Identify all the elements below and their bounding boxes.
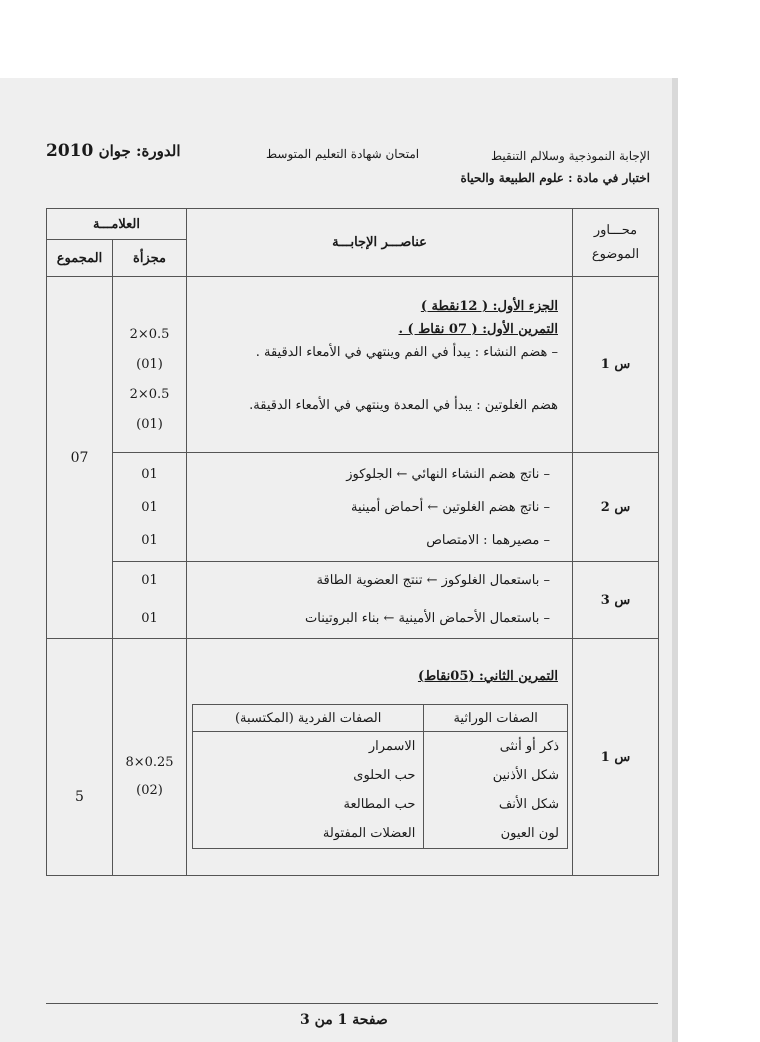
partial-header: مجزأة [113, 240, 187, 277]
traits-col-inherited: الصفات الوراثية [424, 705, 568, 732]
mark-value: 01 [141, 573, 158, 588]
session-month: جوان [98, 142, 131, 160]
exam-name: امتحان شهادة التعليم المتوسط [266, 147, 420, 161]
inherited-trait: شكل الأذنين [424, 761, 568, 790]
exercise1-title: التمرين الأول: ( 07 نقاط ) . [398, 322, 558, 337]
exercise2-title: التمرين الثاني: (05نقاط) [417, 669, 558, 684]
q2-answers [187, 453, 573, 562]
q3-label: س 3 [573, 562, 659, 639]
mark-value: 8×0.25 [125, 755, 174, 770]
answer-line: هضم الغلوتين : يبدأ في المعدة وينتهي في الأمعاء الدقيقة. [249, 398, 558, 413]
q3-answers [187, 562, 573, 639]
mark-value: (02) [136, 783, 163, 798]
mark-value: 01 [141, 499, 158, 515]
answer-line: – باستعمال الأحماض الأمينية ← بناء البروتينات [305, 611, 550, 626]
answers-header: عناصـــر الإجابـــة [187, 209, 573, 277]
acquired-trait: العضلات المفتولة [193, 819, 424, 849]
answer-line: – مصيرهما : الامتصاص [426, 532, 550, 548]
part2-q-label: س 1 [573, 639, 659, 876]
footer-rule [46, 1003, 658, 1004]
inherited-trait: لون العيون [424, 819, 568, 849]
part2-marks [113, 639, 187, 876]
traits-col-acquired: الصفات الفردية (المكتسبة) [193, 705, 424, 732]
answer-line: – باستعمال الغلوكوز ← تنتج العضوية الطاقة [316, 573, 550, 588]
q1-marks [113, 277, 187, 453]
q2-label: س 2 [573, 453, 659, 562]
session-label: الدورة: [136, 142, 181, 160]
q1-label: س 1 [573, 277, 659, 453]
answer-key-title: الإجابة النموذجية وسلالم التنقيط [491, 149, 650, 163]
part1-title: الجزء الأول: ( 12نقطة ) [420, 299, 558, 314]
marks-header: العلامـــة [47, 209, 187, 240]
part2-total: 5 [47, 639, 113, 876]
q3-marks [113, 562, 187, 639]
acquired-trait: الاسمرار [193, 732, 424, 762]
part1-total: 07 [47, 277, 113, 639]
acquired-trait: حب الحلوى [193, 761, 424, 790]
header-right [460, 145, 650, 189]
mark-value: 01 [141, 532, 158, 548]
answer-line: – هضم النشاء : يبدأ في الفم وينتهي في الأمعاء الدقيقة . [255, 345, 558, 360]
q1-answers [187, 277, 573, 453]
part2-answers [187, 639, 573, 876]
page-edge-shadow [672, 78, 678, 1042]
inherited-trait: شكل الأنف [424, 790, 568, 819]
mark-value: 2×0.5 [129, 386, 170, 402]
mark-value: 2×0.5 [129, 326, 170, 342]
axes-header: محـــاور الموضوع [573, 209, 659, 277]
answer-table [46, 208, 659, 876]
mark-value: 01 [141, 611, 158, 626]
answer-line: – ناتج هضم الغلوتين ← أحماض أمينية [350, 499, 550, 515]
acquired-trait: حب المطالعة [193, 790, 424, 819]
mark-value: 01 [141, 466, 158, 482]
inherited-trait: ذكر أو أنثى [424, 732, 568, 762]
total-header: المجموع [47, 240, 113, 277]
subject-line: اختبار في مادة : علوم الطبيعة والحياة [460, 171, 650, 185]
answer-line: – ناتج هضم النشاء النهائي ← الجلوكوز [346, 466, 550, 482]
q2-marks [113, 453, 187, 562]
mark-value: (01) [136, 356, 163, 372]
traits-table [192, 704, 568, 849]
page-number: صفحة 1 من 3 [300, 1012, 388, 1028]
session-info [46, 141, 181, 161]
mark-value: (01) [136, 416, 163, 432]
session-year: 2010 [46, 141, 94, 161]
